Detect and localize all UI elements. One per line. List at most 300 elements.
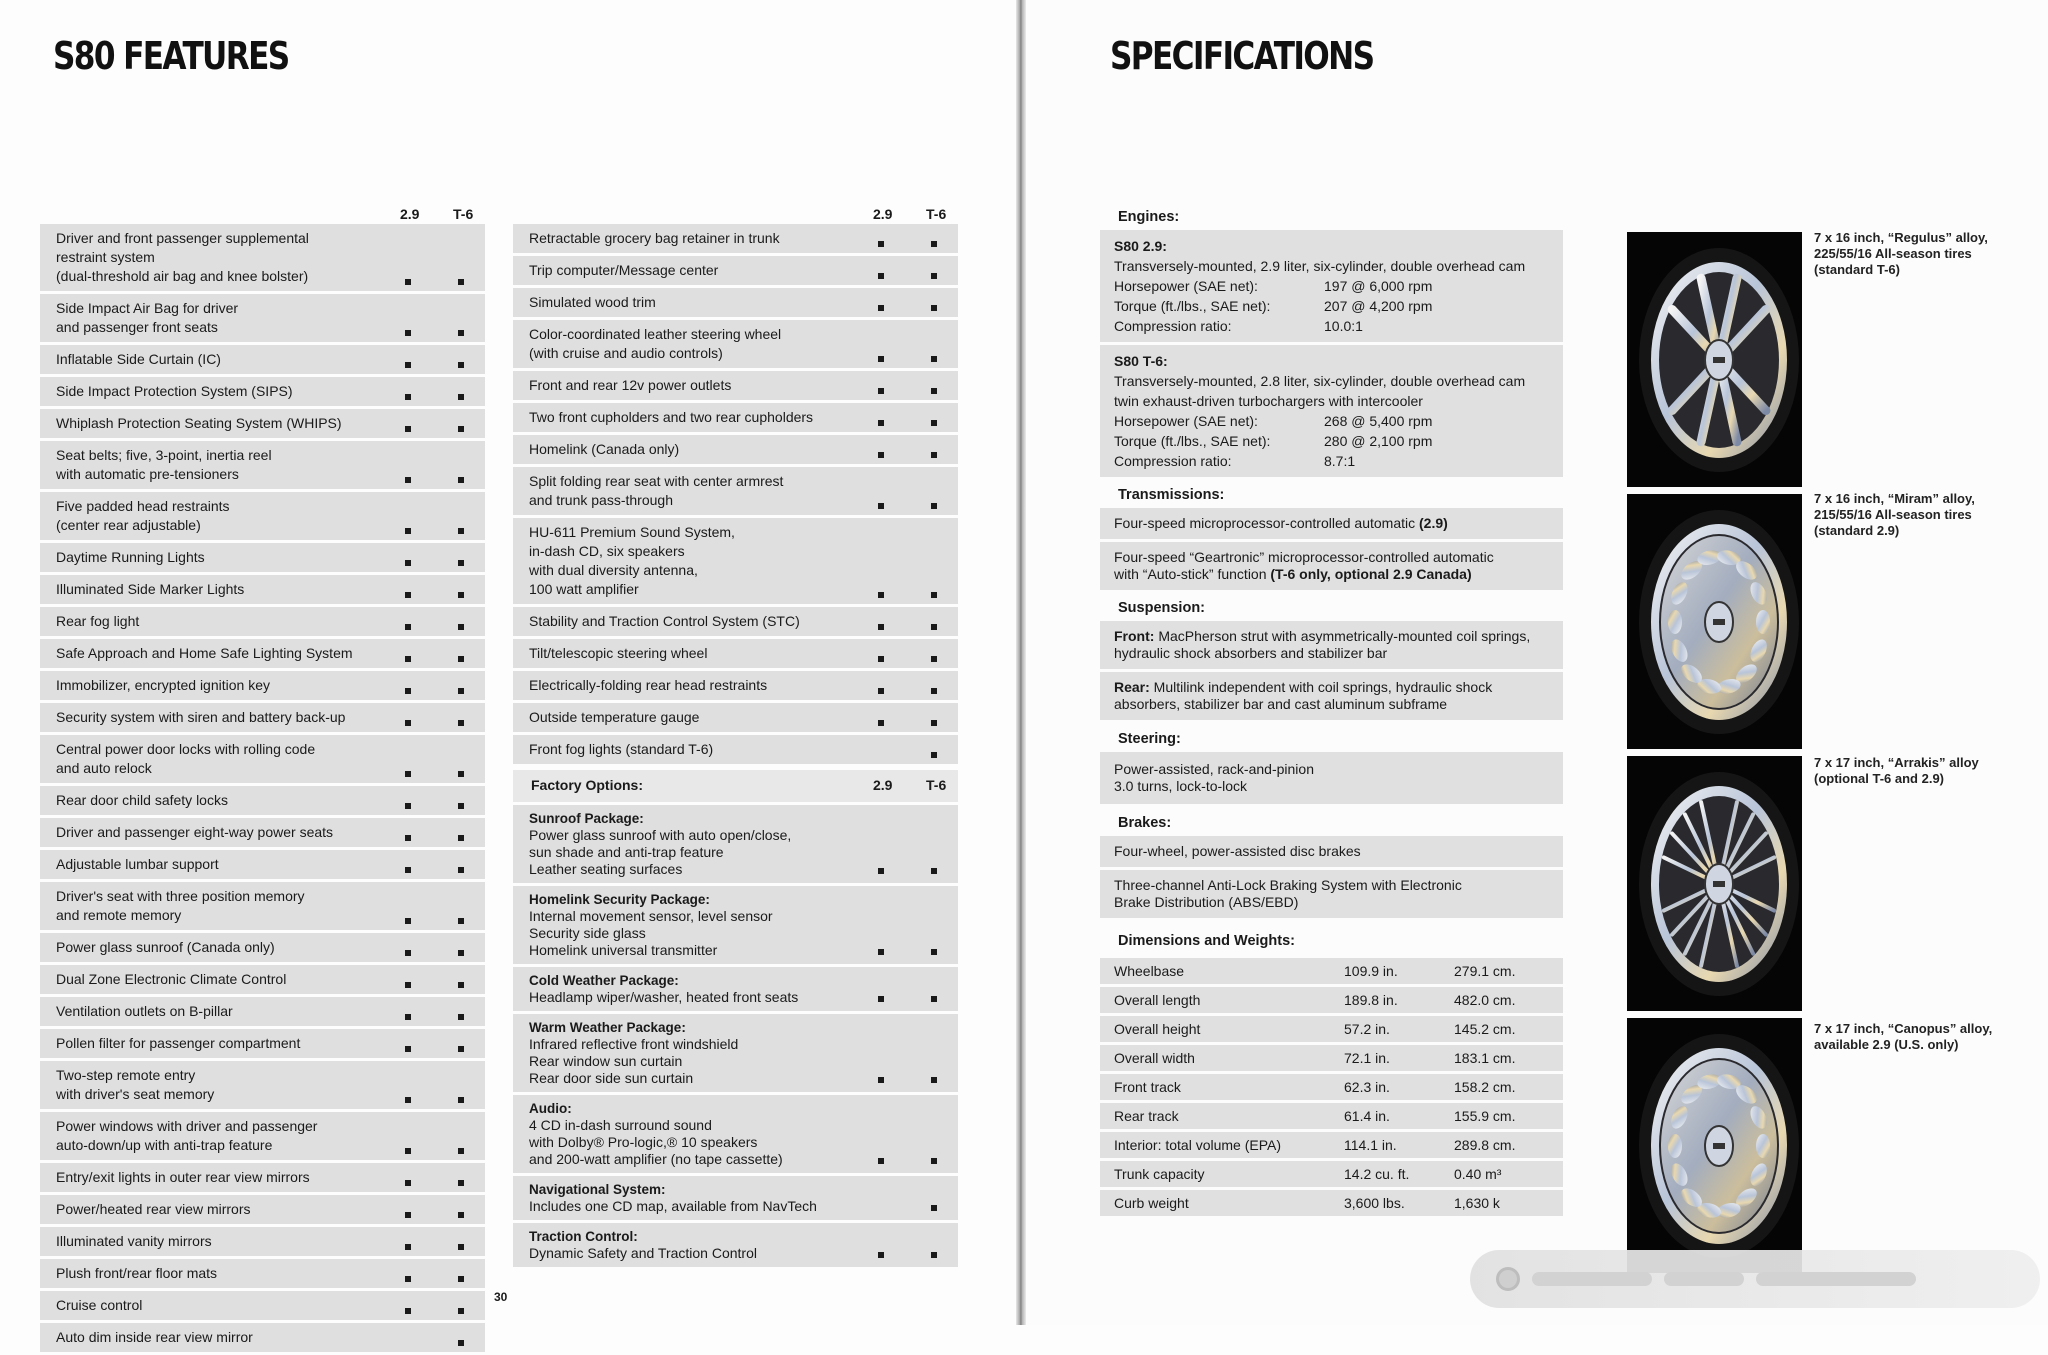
availability-t6-icon — [458, 1180, 464, 1186]
dimension-name: Overall height — [1114, 1021, 1201, 1037]
feature-line: Side Impact Protection System (SIPS) — [56, 383, 293, 399]
package-line-text: Dynamic Safety and Traction Control — [529, 1245, 757, 1261]
hp-value: 197 @ 6,000 rpm — [1324, 278, 1433, 294]
availability-29-icon — [405, 1046, 411, 1052]
dimension-imperial: 61.4 in. — [1344, 1108, 1390, 1124]
feature-line: (dual-threshold air bag and knee bolster) — [56, 268, 309, 284]
torque-row — [1114, 296, 1549, 316]
transmission-t6 — [1100, 542, 1563, 590]
feature-row — [40, 786, 485, 815]
feature-line: Immobilizer, encrypted ignition key — [56, 677, 270, 693]
feature-text — [56, 887, 385, 925]
feature-row — [513, 703, 958, 732]
feature-line: Safe Approach and Home Safe Lighting System — [56, 645, 353, 661]
feature-text — [529, 325, 858, 363]
availability-t6-icon — [931, 503, 937, 509]
watermark-bar — [1756, 1272, 1916, 1286]
availability-29-icon — [405, 528, 411, 534]
package-line-text: Security side glass — [529, 925, 646, 941]
feature-text — [56, 1002, 385, 1021]
engine-desc: twin exhaust-driven turbochargers with intercooler — [1114, 393, 1423, 409]
feature-row — [513, 256, 958, 285]
feature-line: Power glass sunroof (Canada only) — [56, 939, 275, 955]
package-line-text: Leather seating surfaces — [529, 861, 683, 877]
availability-t6-icon — [931, 1252, 937, 1258]
availability-t6-icon — [458, 1046, 464, 1052]
feature-line: Stability and Traction Control System (STC) — [529, 613, 800, 629]
availability-29-icon — [405, 1097, 411, 1103]
availability-29-icon — [405, 362, 411, 368]
availability-t6-icon — [931, 1077, 937, 1083]
wheel-photo — [1627, 232, 1802, 487]
availability-29-icon — [405, 279, 411, 285]
feature-row — [40, 441, 485, 489]
feature-text — [56, 446, 385, 484]
col-label-t6: T-6 — [926, 206, 947, 222]
availability-29-icon — [405, 1276, 411, 1282]
feature-line: Adjustable lumbar support — [56, 856, 219, 872]
feature-text — [56, 350, 385, 369]
feature-row — [40, 1112, 485, 1160]
brakes-abs — [1100, 870, 1563, 918]
feature-row — [513, 639, 958, 668]
feature-text — [529, 261, 858, 280]
hp-row — [1114, 276, 1549, 296]
package-line-text: Headlamp wiper/washer, heated front seats — [529, 989, 799, 1005]
wheel-caption-line: (standard T-6) — [1814, 262, 1900, 277]
feature-line: Split folding rear seat with center armrest — [529, 473, 784, 489]
availability-29-icon — [878, 452, 884, 458]
engine-sub-title: S80 2.9: — [1114, 238, 1167, 254]
feature-row — [40, 882, 485, 930]
feature-line: with driver's seat memory — [56, 1086, 215, 1102]
feature-row — [513, 735, 958, 764]
availability-29-icon — [405, 982, 411, 988]
availability-t6-icon — [458, 1148, 464, 1154]
availability-t6-icon — [931, 752, 937, 758]
availability-29-icon — [878, 388, 884, 394]
availability-t6-icon — [931, 388, 937, 394]
availability-29-icon — [878, 949, 884, 955]
feature-row — [513, 320, 958, 368]
feature-line: Side Impact Air Bag for driver — [56, 300, 239, 316]
package-line-text: Infrared reflective front windshield — [529, 1036, 739, 1052]
features-column-2 — [513, 202, 958, 1270]
steering-box — [1100, 752, 1563, 804]
feature-text — [56, 497, 385, 535]
dimension-metric: 145.2 cm. — [1454, 1021, 1516, 1037]
wheel-caption-line: (optional T-6 and 2.9) — [1814, 771, 1945, 786]
availability-29-icon — [878, 420, 884, 426]
feature-row — [40, 492, 485, 540]
dimension-metric: 279.1 cm. — [1454, 963, 1516, 979]
feature-line: Power windows with driver and passenger — [56, 1118, 318, 1134]
feature-line: Daytime Running Lights — [56, 549, 205, 565]
feature-row — [40, 933, 485, 962]
feature-line: 100 watt amplifier — [529, 581, 639, 597]
feature-text — [529, 740, 858, 759]
availability-t6-icon — [931, 868, 937, 874]
dimension-row — [1100, 987, 1563, 1013]
availability-t6-icon — [458, 362, 464, 368]
dimension-row — [1100, 1190, 1563, 1216]
feature-text — [529, 293, 858, 312]
option-package — [513, 886, 958, 964]
transmission-note: (2.9) — [1419, 515, 1448, 531]
feature-row — [40, 850, 485, 879]
wheel-caption — [1814, 1021, 2024, 1053]
feature-line: Plush front/rear floor mats — [56, 1265, 218, 1281]
availability-29-icon — [405, 950, 411, 956]
availability-29-icon — [405, 1180, 411, 1186]
feature-row — [513, 371, 958, 400]
wheel-caption-line: 7 x 16 inch, “Regulus” alloy, — [1814, 230, 1988, 245]
availability-29-icon — [878, 624, 884, 630]
feature-row — [40, 1163, 485, 1192]
feature-text — [529, 523, 858, 599]
availability-t6-icon — [931, 1205, 937, 1211]
factory-options-title: Factory Options: — [531, 777, 644, 793]
package-line-text: and 200-watt amplifier (no tape cassette) — [529, 1151, 783, 1167]
availability-t6-icon — [931, 624, 937, 630]
availability-t6-icon — [931, 996, 937, 1002]
engines-heading: Engines: — [1118, 209, 1180, 225]
feature-row — [40, 294, 485, 342]
availability-t6-icon — [931, 305, 937, 311]
availability-t6-icon — [458, 1014, 464, 1020]
dimension-name: Trunk capacity — [1114, 1166, 1205, 1182]
feature-text — [529, 644, 858, 663]
col-label-t6: T-6 — [453, 206, 474, 222]
suspension-front — [1100, 621, 1563, 669]
feature-text — [56, 1168, 385, 1187]
availability-t6-icon — [458, 1097, 464, 1103]
feature-text — [529, 676, 858, 695]
feature-row — [40, 997, 485, 1026]
torque-value: 280 @ 2,100 rpm — [1324, 433, 1433, 449]
availability-29-icon — [405, 720, 411, 726]
wheel-caption — [1814, 755, 2024, 787]
dimensions-table — [1100, 958, 1563, 1216]
feature-text — [56, 1264, 385, 1283]
feature-line: Illuminated Side Marker Lights — [56, 581, 245, 597]
package-line — [529, 908, 858, 925]
dimension-imperial: 109.9 in. — [1344, 963, 1398, 979]
feature-text — [56, 708, 385, 727]
wheel-caption-line: 7 x 17 inch, “Canopus” alloy, — [1814, 1021, 1993, 1036]
availability-t6-icon — [458, 624, 464, 630]
availability-29-icon — [878, 273, 884, 279]
feature-line: Two-step remote entry — [56, 1067, 196, 1083]
wheel-caption-line: available 2.9 (U.S. only) — [1814, 1037, 1959, 1052]
feature-text — [56, 1232, 385, 1251]
feature-line: Security system with siren and battery back-up — [56, 709, 346, 725]
transmissions-heading: Transmissions: — [1118, 487, 1225, 503]
package-title: Homelink Security Package: — [529, 892, 710, 907]
feature-line: Simulated wood trim — [529, 294, 656, 310]
feature-line: Trip computer/Message center — [529, 262, 719, 278]
feature-line: Driver's seat with three position memory — [56, 888, 305, 904]
feature-line: Rear fog light — [56, 613, 140, 629]
availability-29-icon — [405, 1148, 411, 1154]
engine-s80-29 — [1100, 230, 1563, 342]
feature-line: auto-down/up with anti-trap feature — [56, 1137, 273, 1153]
suspension-text: MacPherson strut with asymmetrically-mounted coil springs, — [1154, 628, 1531, 644]
torque-row — [1114, 431, 1549, 451]
feature-line: Power/heated rear view mirrors — [56, 1201, 251, 1217]
dimension-row — [1100, 1045, 1563, 1071]
dimension-row — [1100, 1074, 1563, 1100]
feature-text — [56, 548, 385, 567]
availability-t6-icon — [458, 528, 464, 534]
watermark-bar — [1664, 1272, 1744, 1286]
dimension-row — [1100, 1161, 1563, 1187]
torque-label: Torque (ft./lbs., SAE net): — [1114, 298, 1271, 314]
availability-t6-icon — [931, 420, 937, 426]
availability-t6-icon — [458, 688, 464, 694]
feature-row — [40, 377, 485, 406]
feature-text — [56, 612, 385, 631]
feature-row — [40, 345, 485, 374]
availability-29-icon — [878, 688, 884, 694]
availability-t6-icon — [458, 592, 464, 598]
dimension-row — [1100, 958, 1563, 984]
features-column-1 — [40, 202, 485, 1355]
wheel-illustration — [1627, 232, 1802, 487]
availability-t6-icon — [458, 426, 464, 432]
suspension-text: hydraulic shock absorbers and stabilizer bar — [1114, 645, 1388, 661]
feature-text — [529, 440, 858, 459]
availability-29-icon — [878, 305, 884, 311]
package-line — [529, 1053, 858, 1070]
wheel-photo — [1627, 756, 1802, 1011]
feature-text — [529, 229, 858, 248]
dimension-name: Wheelbase — [1114, 963, 1185, 979]
feature-row — [513, 403, 958, 432]
book-spine — [1016, 0, 1026, 1325]
package-title: Warm Weather Package: — [529, 1020, 686, 1035]
feature-row — [40, 1323, 485, 1352]
feature-text — [529, 376, 858, 395]
feature-line: Outside temperature gauge — [529, 709, 700, 725]
feature-text — [56, 740, 385, 778]
brakes-text: Three-channel Anti-Lock Braking System with Electronic — [1114, 877, 1462, 893]
package-line-text: with Dolby® Pro-logic,® 10 speakers — [529, 1134, 758, 1150]
package-line-text: Homelink universal transmitter — [529, 942, 718, 958]
brakes-text: Brake Distribution (ABS/EBD) — [1114, 894, 1299, 910]
compression-row — [1114, 451, 1549, 471]
transmission-text: Four-speed microprocessor-controlled automatic — [1114, 515, 1420, 531]
column-header — [513, 202, 958, 224]
availability-29-icon — [878, 720, 884, 726]
compression-label: Compression ratio: — [1114, 318, 1232, 334]
feature-line: (with cruise and audio controls) — [529, 345, 723, 361]
factory-options-header — [513, 770, 958, 802]
wheel-caption-line: (standard 2.9) — [1814, 523, 1900, 538]
availability-29-icon — [405, 560, 411, 566]
specifications-panel — [1100, 202, 1563, 1219]
feature-text — [529, 472, 858, 510]
suspension-rear — [1100, 672, 1563, 720]
availability-t6-icon — [931, 452, 937, 458]
feature-line: Whiplash Protection Seating System (WHIPS) — [56, 415, 342, 431]
availability-29-icon — [405, 477, 411, 483]
feature-row — [40, 639, 485, 668]
suspension-text: Multilink independent with coil springs, hydraulic shock — [1149, 679, 1493, 695]
availability-29-icon — [405, 330, 411, 336]
torque-value: 207 @ 4,200 rpm — [1324, 298, 1433, 314]
suspension-text: absorbers, stabilizer bar and cast aluminum subframe — [1114, 696, 1448, 712]
engine-sub-title: S80 T-6: — [1114, 353, 1168, 369]
feature-row — [513, 518, 958, 604]
package-line — [529, 989, 858, 1006]
specifications-title: SPECIFICATIONS — [1110, 34, 1374, 78]
feature-line: Seat belts; five, 3-point, inertia reel — [56, 447, 272, 463]
feature-line: Pollen filter for passenger compartment — [56, 1035, 301, 1051]
feature-line: Front fog lights (standard T-6) — [529, 741, 714, 757]
wheel-photo — [1627, 1018, 1802, 1273]
feature-row — [513, 224, 958, 253]
availability-29-icon — [405, 592, 411, 598]
feature-row — [40, 224, 485, 291]
feature-row — [40, 409, 485, 438]
feature-row — [40, 543, 485, 572]
package-line-text: 4 CD in-dash surround sound — [529, 1117, 712, 1133]
hp-row — [1114, 411, 1549, 431]
feature-line: Cruise control — [56, 1297, 143, 1313]
feature-line: Driver and front passenger supplemental — [56, 230, 309, 246]
wheel-illustration — [1627, 756, 1802, 1011]
availability-t6-icon — [458, 867, 464, 873]
availability-t6-icon — [458, 394, 464, 400]
feature-text — [56, 791, 385, 810]
availability-29-icon — [405, 1014, 411, 1020]
feature-line: with dual diversity antenna, — [529, 562, 698, 578]
feature-line: Dual Zone Electronic Climate Control — [56, 971, 287, 987]
availability-29-icon — [878, 592, 884, 598]
wheel-caption-line: 215/55/16 All-season tires — [1814, 507, 1972, 522]
engine-desc: Transversely-mounted, 2.8 liter, six-cylinder, double overhead cam — [1114, 373, 1526, 389]
feature-row — [40, 965, 485, 994]
availability-t6-icon — [458, 720, 464, 726]
feature-text — [56, 1034, 385, 1053]
dimension-name: Curb weight — [1114, 1195, 1189, 1211]
availability-t6-icon — [931, 356, 937, 362]
feature-text — [56, 299, 385, 337]
availability-t6-icon — [458, 656, 464, 662]
feature-line: Inflatable Side Curtain (IC) — [56, 351, 221, 367]
feature-row — [40, 1259, 485, 1288]
col-label-29: 2.9 — [873, 206, 893, 222]
feature-line: and auto relock — [56, 760, 152, 776]
package-line — [529, 1134, 858, 1151]
wheel-photo — [1627, 494, 1802, 749]
feature-row — [513, 435, 958, 464]
compression-label: Compression ratio: — [1114, 453, 1232, 469]
availability-29-icon — [878, 1158, 884, 1164]
feature-text — [529, 408, 858, 427]
dimension-name: Rear track — [1114, 1108, 1179, 1124]
feature-row — [40, 1061, 485, 1109]
wheel-caption — [1814, 230, 2024, 278]
dimension-imperial: 3,600 lbs. — [1344, 1195, 1405, 1211]
feature-line: in-dash CD, six speakers — [529, 543, 685, 559]
watermark-overlay — [1470, 1250, 2040, 1308]
transmission-note: (T-6 only, optional 2.9 Canada) — [1270, 566, 1472, 582]
feature-row — [513, 671, 958, 700]
availability-t6-icon — [931, 1158, 937, 1164]
features-title: S80 FEATURES — [53, 34, 289, 78]
dimensions-heading: Dimensions and Weights: — [1118, 933, 1295, 949]
feature-row — [40, 607, 485, 636]
availability-29-icon — [405, 918, 411, 924]
availability-t6-icon — [458, 835, 464, 841]
feature-text — [56, 823, 385, 842]
feature-line: Driver and passenger eight-way power seats — [56, 824, 334, 840]
feature-line: Ventilation outlets on B-pillar — [56, 1003, 233, 1019]
feature-line: Color-coordinated leather steering wheel — [529, 326, 782, 342]
feature-line: Illuminated vanity mirrors — [56, 1233, 212, 1249]
feature-text — [56, 1066, 385, 1104]
steering-text: 3.0 turns, lock-to-lock — [1114, 778, 1248, 794]
feature-line: restraint system — [56, 249, 155, 265]
package-line — [529, 827, 858, 844]
feature-text — [56, 1117, 385, 1155]
feature-line: Central power door locks with rolling code — [56, 741, 316, 757]
dimension-imperial: 189.8 in. — [1344, 992, 1398, 1008]
dimension-metric: 183.1 cm. — [1454, 1050, 1516, 1066]
feature-text — [56, 1296, 385, 1315]
availability-t6-icon — [931, 688, 937, 694]
availability-29-icon — [405, 624, 411, 630]
availability-29-icon — [878, 241, 884, 247]
option-package — [513, 1223, 958, 1267]
feature-row — [40, 818, 485, 847]
availability-t6-icon — [931, 656, 937, 662]
feature-row — [40, 1291, 485, 1320]
hp-label: Horsepower (SAE net): — [1114, 413, 1258, 429]
feature-line: Retractable grocery bag retainer in trunk — [529, 230, 780, 246]
dimension-name: Front track — [1114, 1079, 1181, 1095]
feature-text — [56, 938, 385, 957]
feature-line: Rear door child safety locks — [56, 792, 228, 808]
availability-t6-icon — [931, 241, 937, 247]
feature-text — [56, 855, 385, 874]
option-package — [513, 1014, 958, 1092]
feature-row — [513, 467, 958, 515]
package-line — [529, 1070, 858, 1087]
option-package — [513, 805, 958, 883]
watermark-logo-icon — [1496, 1267, 1520, 1291]
dimension-row — [1100, 1132, 1563, 1158]
dimension-imperial: 14.2 cu. ft. — [1344, 1166, 1410, 1182]
option-package — [513, 1176, 958, 1220]
availability-29-icon — [878, 503, 884, 509]
wheel-illustration — [1627, 1018, 1802, 1273]
suspension-label: Front: — [1114, 628, 1155, 644]
wheel-caption-line: 7 x 17 inch, “Arrakis” alloy — [1814, 755, 1979, 770]
feature-line: Homelink (Canada only) — [529, 441, 680, 457]
feature-line: Two front cupholders and two rear cupholders — [529, 409, 814, 425]
transmission-text: Four-speed “Geartronic” microprocessor-controlled automatic — [1114, 549, 1494, 565]
package-line — [529, 1198, 858, 1215]
features-list-2 — [513, 224, 958, 764]
availability-t6-icon — [458, 771, 464, 777]
availability-29-icon — [405, 1308, 411, 1314]
feature-line: Tilt/telescopic steering wheel — [529, 645, 708, 661]
availability-t6-icon — [458, 560, 464, 566]
package-title: Cold Weather Package: — [529, 973, 679, 988]
